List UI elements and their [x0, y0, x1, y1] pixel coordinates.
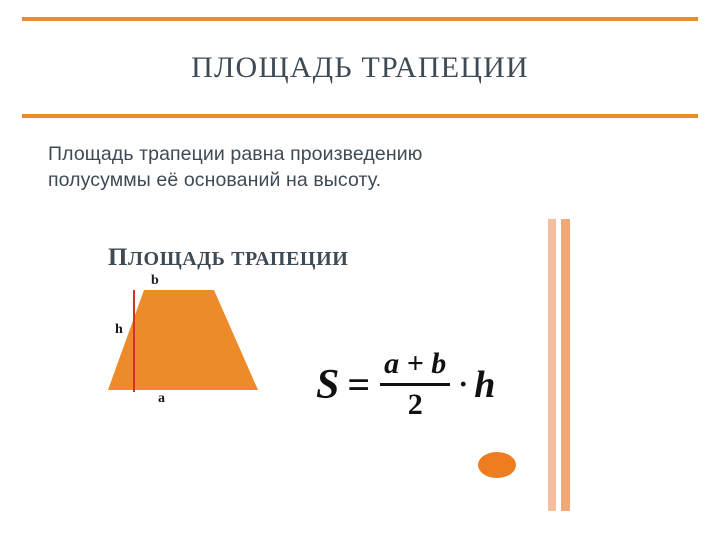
image-edge-band-3	[561, 219, 570, 511]
image-caption	[108, 244, 348, 272]
label-height: h	[115, 322, 123, 337]
image-edge-band-1	[548, 219, 556, 511]
formula-equals: =	[347, 362, 371, 407]
formula-denominator: 2	[407, 388, 423, 421]
body-line-2: полусуммы её оснований на высоту.	[48, 168, 382, 191]
formula-numerator: a + b	[384, 347, 447, 380]
embedded-image	[78, 219, 590, 511]
image-caption-rest: ЛОЩАДЬ ТРАПЕЦИИ	[128, 248, 349, 270]
label-bottom-base: a	[158, 391, 165, 406]
body-paragraph	[48, 142, 668, 193]
trapezoid-figure	[106, 273, 266, 407]
title-band	[22, 21, 698, 118]
label-top-base: b	[151, 273, 159, 288]
image-edge-band-4	[570, 219, 590, 511]
decorative-ellipse	[478, 452, 516, 478]
trapezoid-shape	[106, 287, 266, 392]
body-line-1: Площадь трапеции равна произведению	[48, 143, 423, 165]
formula-factor: h	[474, 363, 496, 406]
formula-variable: S	[316, 361, 340, 408]
image-caption-initial: П	[108, 244, 129, 271]
formula-fraction	[380, 347, 450, 422]
formula-operator: ·	[458, 367, 469, 401]
height-line	[133, 290, 135, 392]
page-title: ПЛОЩАДЬ ТРАПЕЦИИ	[191, 50, 529, 84]
area-formula	[316, 347, 495, 422]
